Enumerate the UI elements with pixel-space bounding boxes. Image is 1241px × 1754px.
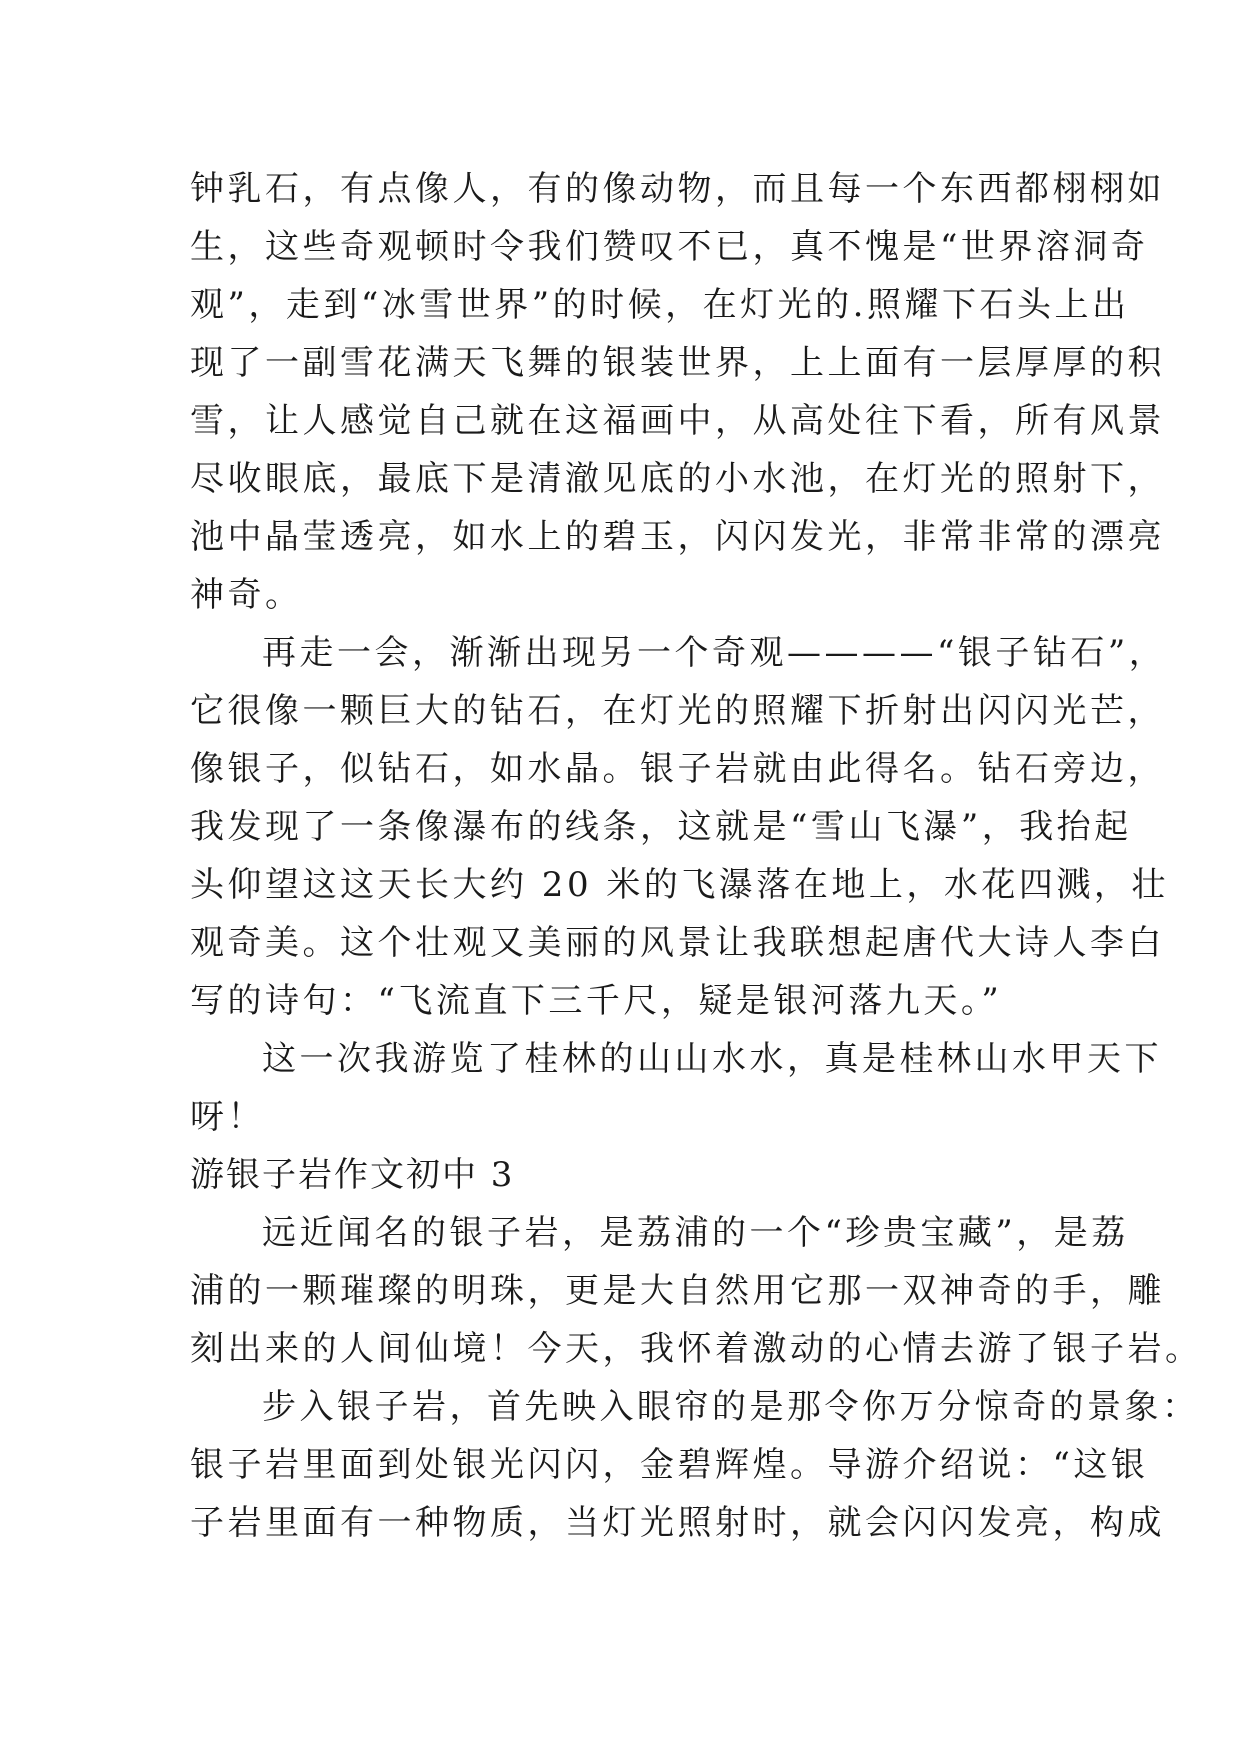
text-line: 子岩里面有一种物质，当灯光照射时，就会闪闪发亮，构成 [190,1503,1165,1543]
text-line: 钟乳石，有点像人，有的像动物，而且每一个东西都栩栩如 [190,169,1165,209]
text-line: 观奇美。这个壮观又美丽的风景让我联想起唐代大诗人李白 [190,923,1165,963]
text-line: 生，这些奇观顿时令我们赞叹不已，真不愧是“世界溶洞奇 [190,227,1149,267]
article-body [190,160,1203,1552]
text-line: 尽收眼底，最底下是清澈见底的小水池，在灯光的照射下， [190,459,1165,499]
text-line: 写的诗句：“飞流直下三千尺，疑是银河落九天。” [190,981,1003,1021]
text-line: 它很像一颗巨大的钻石，在灯光的照耀下折射出闪闪光芒， [190,691,1165,731]
text-line: 池中晶莹透亮，如水上的碧玉，闪闪发光，非常非常的漂亮 [190,517,1165,557]
text-line: 像银子，似钻石，如水晶。银子岩就由此得名。钻石旁边， [190,749,1165,789]
text-line: 观”，走到“冰雪世界”的时候，在灯光的.照耀下石头上出 [190,285,1130,325]
paragraph-start-line: 远近闻名的银子岩，是荔浦的一个“珍贵宝藏”，是荔 [262,1213,1129,1253]
section-heading: 游银子岩作文初中 3 [190,1155,515,1195]
text-line: 银子岩里面到处银光闪闪，金碧辉煌。导游介绍说：“这银 [190,1445,1149,1485]
text-line: 神奇。 [190,575,303,615]
text-line: 呀！ [190,1097,265,1137]
text-line: 浦的一颗璀璨的明珠，更是大自然用它那一双神奇的手，雕 [190,1271,1165,1311]
text-line: 雪，让人感觉自己就在这福画中，从高处往下看，所有风景 [190,401,1165,441]
paragraph-start-line: 步入银子岩，首先映入眼帘的是那令你万分惊奇的景象： [262,1387,1200,1427]
text-line: 现了一副雪花满天飞舞的银装世界，上上面有一层厚厚的积 [190,343,1165,383]
text-line: 我发现了一条像瀑布的线条，这就是“雪山飞瀑”，我抬起 [190,807,1132,847]
text-line: 头仰望这这天长大约 20 米的飞瀑落在地上，水花四溅，壮 [190,865,1169,905]
paragraph-start-line: 这一次我游览了桂林的山山水水，真是桂林山水甲天下 [262,1039,1162,1079]
text-line: 刻出来的人间仙境！今天，我怀着激动的心情去游了银子岩。 [190,1329,1203,1369]
paragraph-start-line: 再走一会，渐渐出现另一个奇观————“银子钻石”， [262,633,1167,673]
